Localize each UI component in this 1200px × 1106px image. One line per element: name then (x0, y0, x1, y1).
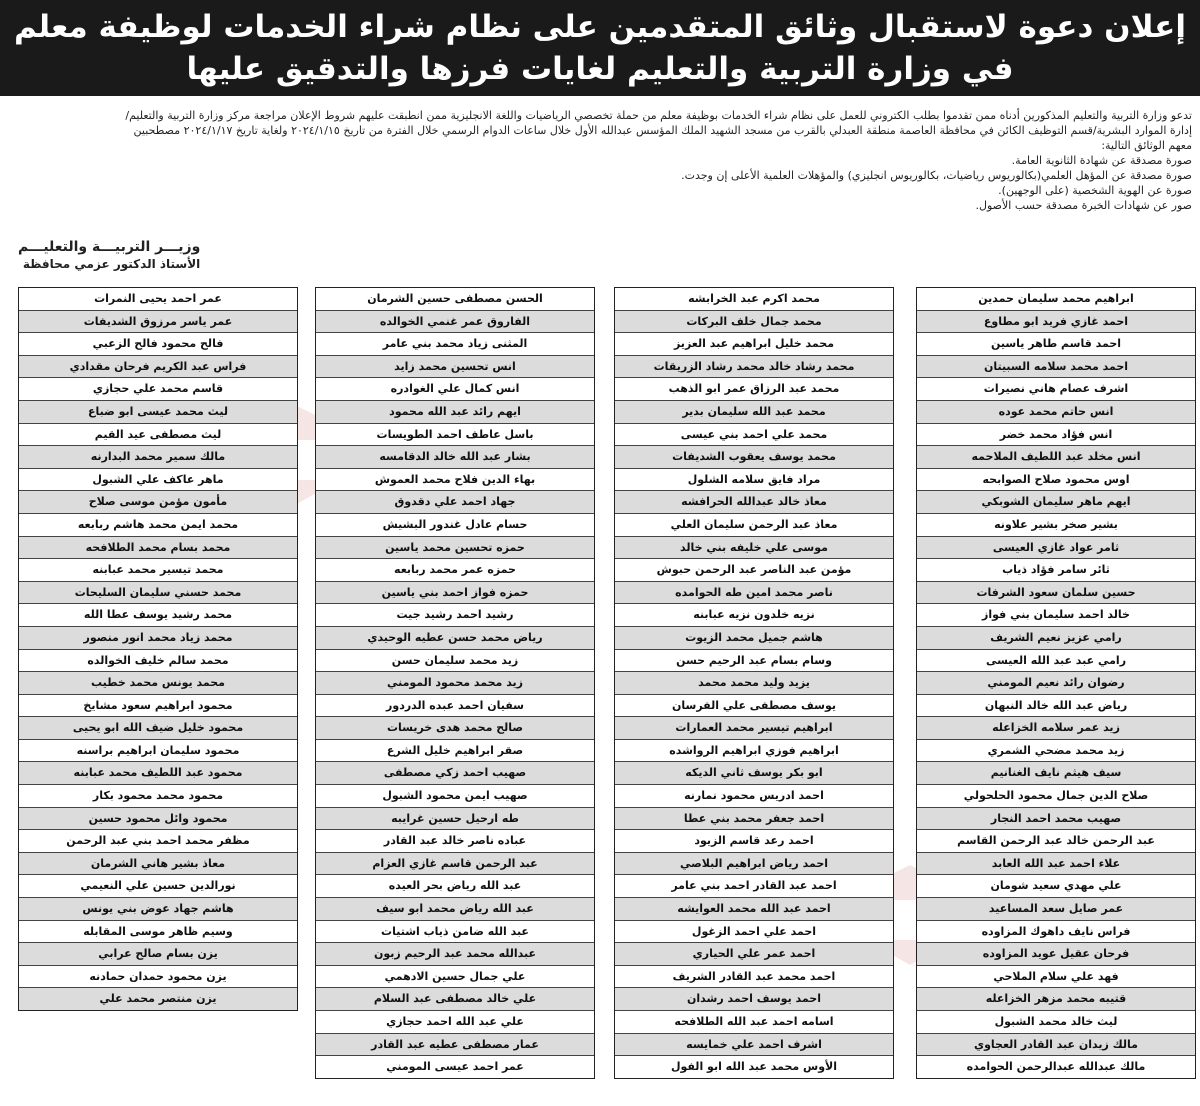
names-column-1 (916, 287, 1196, 1079)
applicant-name-row: مظفر محمد احمد بني عبد الرحمن (19, 830, 297, 853)
applicant-name-row: احمد جعفر محمد بني عطا (615, 808, 893, 831)
applicant-name-row: عمر احمد يحيى النمرات (19, 288, 297, 311)
applicant-name-row: مأمون مؤمن موسى صلاح (19, 491, 297, 514)
applicant-name-row: حمزه تحسين محمد ياسين (316, 537, 594, 560)
applicant-name-row: عبدالله محمد عبد الرحيم زبون (316, 943, 594, 966)
applicant-name-row: ثامر عواد غازي العيسى (917, 537, 1195, 560)
applicant-name-row: صالح محمد هدى خريسات (316, 717, 594, 740)
applicant-name-row: نزيه خلدون نزيه عبابنه (615, 604, 893, 627)
intro-line: تدعو وزارة التربية والتعليم المذكورين أدناه ممن تقدموا بطلب الكتروني للعمل على نظام شراء الخدمات بوظيفة معلم من حملة تخصصي الرياضيات واللغة الانجليزية ممن انطبقت عليهم شروط الإعلان مراجعة مركز وزارة التربية والتعليم/ (125, 109, 1192, 122)
applicant-name-row: زيد محمد مضحي الشمري (917, 740, 1195, 763)
applicant-name-row: ايهم رائد عبد الله محمود (316, 401, 594, 424)
applicant-name-row: زيد محمد سليمان حسن (316, 650, 594, 673)
applicant-name-row: الفاروق عمر غنمي الخوالده (316, 311, 594, 334)
applicant-name-row: احمد رياض ابراهيم البلاصي (615, 853, 893, 876)
applicant-name-row: فراس نايف داهوك المزاوده (917, 921, 1195, 944)
applicant-name-row: محمد خليل ابراهيم عبد العزيز (615, 333, 893, 356)
applicant-name-row: ابراهيم تيسير محمد العمارات (615, 717, 893, 740)
header-title-line-1: إعلان دعوة لاستقبال وثائق المتقدمين على نظام شراء الخدمات لوظيفة معلم (14, 9, 1186, 45)
applicant-name-row: عمر ياسر مرزوق الشديفات (19, 311, 297, 334)
applicant-name-row: محمد اكرم عبد الخرابشه (615, 288, 893, 311)
applicant-name-row: وسيم ظاهر موسى المقابله (19, 921, 297, 944)
applicant-name-row: سفيان احمد عبده الدردور (316, 695, 594, 718)
applicant-name-row: نورالدين حسين علي النعيمي (19, 875, 297, 898)
applicant-name-row: محمد ايمن محمد هاشم ربابعه (19, 514, 297, 537)
applicant-name-row: علي عبد الله احمد حجازي (316, 1011, 594, 1034)
applicant-name-row: زيد عمر سلامه الخزاعله (917, 717, 1195, 740)
applicant-name-row: علي جمال حسين الادهمي (316, 966, 594, 989)
applicant-name-row: رياض عبد الله خالد النبهان (917, 695, 1195, 718)
applicant-name-row: يوسف مصطفى علي الفرسان (615, 695, 893, 718)
applicant-name-row: حمزه عمر محمد ربابعه (316, 559, 594, 582)
applicant-name-row: ابراهيم محمد سليمان حمدين (917, 288, 1195, 311)
applicant-name-row: ابو بكر يوسف ثاني الديكه (615, 762, 893, 785)
names-column-4 (18, 287, 298, 1011)
applicant-name-row: احمد محمد سلامه السبيتان (917, 356, 1195, 379)
applicant-name-row: انس مخلد عبد اللطيف الملاحمه (917, 446, 1195, 469)
applicant-name-row: مالك زيدان عبد القادر العجاوي (917, 1034, 1195, 1057)
applicant-name-row: فهد علي سلام الملاحي (917, 966, 1195, 989)
applicant-name-row: احمد يوسف احمد رشدان (615, 988, 893, 1011)
applicant-name-row: اشرف احمد علي خمايسه (615, 1034, 893, 1057)
applicant-name-row: انس كمال علي الغوادره (316, 378, 594, 401)
applicant-name-row: موسى علي خليفه بني خالد (615, 537, 893, 560)
applicant-name-row: سيف هيثم نايف الغنانيم (917, 762, 1195, 785)
applicant-name-row: بهاء الدين فلاح محمد العموش (316, 469, 594, 492)
applicant-name-row: انس تحسين محمد زايد (316, 356, 594, 379)
applicant-name-row: عبد الله رياض بحر العيده (316, 875, 594, 898)
applicant-name-row: علي مهدي سعيد شومان (917, 875, 1195, 898)
applicant-name-row: رامي عزيز نعيم الشريف (917, 627, 1195, 650)
applicant-name-row: فراس عبد الكريم فرحان مقدادي (19, 356, 297, 379)
applicant-name-row: احمد علي احمد الزغول (615, 921, 893, 944)
applicant-name-row: قتيبه محمد مزهر الخزاعله (917, 988, 1195, 1011)
applicant-name-row: عمر صايل سعد المساعيد (917, 898, 1195, 921)
applicant-name-row: محمد بسام محمد الطلافحه (19, 537, 297, 560)
document-requirement: صور عن شهادات الخبرة مصدقة حسب الأصول. (975, 199, 1192, 212)
applicant-name-row: اشرف عصام هاني نصيرات (917, 378, 1195, 401)
applicant-name-row: صهيب ايمن محمود الشبول (316, 785, 594, 808)
applicant-name-row: محمود وائل محمود حسين (19, 808, 297, 831)
applicant-name-row: محمد جمال خلف البركات (615, 311, 893, 334)
applicant-name-row: محمد يونس محمد خطيب (19, 672, 297, 695)
applicant-name-row: عبد الرحمن قاسم غازي العزام (316, 853, 594, 876)
applicant-name-row: هاشم جهاد عوض بني يونس (19, 898, 297, 921)
applicant-name-row: رشيد احمد رشيد جيت (316, 604, 594, 627)
minister-signature (18, 238, 200, 273)
announcement-header (0, 0, 1200, 96)
applicant-name-row: بشير صخر بشير علاونه (917, 514, 1195, 537)
applicant-name-row: اسامه احمد عبد الله الطلافحه (615, 1011, 893, 1034)
applicant-name-row: احمد قاسم طاهر ياسين (917, 333, 1195, 356)
applicant-name-row: محمد عبد الرزاق عمر ابو الذهب (615, 378, 893, 401)
applicant-name-row: عبد الرحمن خالد عبد الرحمن القاسم (917, 830, 1195, 853)
applicant-name-row: هاشم جميل محمد الزيوت (615, 627, 893, 650)
applicant-name-row: ثائر سامر فؤاد ذياب (917, 559, 1195, 582)
names-column-3 (315, 287, 595, 1079)
applicant-name-row: وسام بسام عبد الرحيم حسن (615, 650, 893, 673)
names-table (0, 287, 1200, 1097)
applicant-name-row: حسين سلمان سعود الشرفات (917, 582, 1195, 605)
applicant-name-row: علاء احمد عبد الله العابد (917, 853, 1195, 876)
intro-text (8, 108, 1192, 213)
applicant-name-row: ليث محمد عيسى ابو ضباع (19, 401, 297, 424)
header-title-line-2: في وزارة التربية والتعليم لغايات فرزها والتدقيق عليها (186, 51, 1014, 87)
applicant-name-row: طه ارحيل حسين غرايبه (316, 808, 594, 831)
applicant-name-row: احمد غازي فريد ابو مطاوع (917, 311, 1195, 334)
applicant-name-row: معاذ عبد الرحمن سليمان العلي (615, 514, 893, 537)
applicant-name-row: عمر احمد عيسى المومني (316, 1056, 594, 1078)
applicant-name-row: الحسن مصطفى حسين الشرمان (316, 288, 594, 311)
applicant-name-row: يزن منتصر محمد علي (19, 988, 297, 1010)
names-column-2 (614, 287, 894, 1079)
applicant-name-row: احمد عبد القادر احمد بني عامر (615, 875, 893, 898)
minister-name: الأستاذ الدكتور عزمي محافظة (22, 257, 201, 271)
document-requirement: صورة مصدقة عن المؤهل العلمي(بكالوريوس رياضيات، بكالوريوس انجليزي) والمؤهلات العلمية الأعلى إن وجدت. (681, 169, 1192, 182)
applicant-name-row: حسام عادل غندور البشيش (316, 514, 594, 537)
applicant-name-row: صهيب محمد احمد النجار (917, 808, 1195, 831)
applicant-name-row: احمد عبد الله محمد العوايشه (615, 898, 893, 921)
applicant-name-row: رضوان رائد نعيم المومني (917, 672, 1195, 695)
applicant-name-row: معاذ خالد عبدالله الحرافشه (615, 491, 893, 514)
document-requirement: صورة مصدقة عن شهادة الثانوية العامة. (1011, 154, 1192, 167)
applicant-name-row: ماهر عاكف علي الشبول (19, 469, 297, 492)
applicant-name-row: محمود سليمان ابراهيم براسنه (19, 740, 297, 763)
applicant-name-row: محمد رشاد خالد محمد رشاد الزريقات (615, 356, 893, 379)
applicant-name-row: فرحان عقيل عويد المزاوده (917, 943, 1195, 966)
applicant-name-row: ليث مصطفى عيد القيم (19, 424, 297, 447)
applicant-name-row: باسل عاطف احمد الطويسات (316, 424, 594, 447)
applicant-name-row: مؤمن عبد الناصر عبد الرحمن حبوش (615, 559, 893, 582)
applicant-name-row: محمد سالم خليف الخوالده (19, 650, 297, 673)
applicant-name-row: محمود عبد اللطيف محمد عبابنه (19, 762, 297, 785)
applicant-name-row: صقر ابراهيم خليل الشرع (316, 740, 594, 763)
applicant-name-row: زيد محمد محمود المومني (316, 672, 594, 695)
applicant-name-row: محمد يوسف يعقوب الشديفات (615, 446, 893, 469)
applicant-name-row: قاسم محمد علي حجازي (19, 378, 297, 401)
applicant-name-row: يزن بسام صالح عرابي (19, 943, 297, 966)
applicant-name-row: محمد تيسير محمد عبابنه (19, 559, 297, 582)
applicant-name-row: مالك عبدالله عبدالرحمن الحوامده (917, 1056, 1195, 1078)
applicant-name-row: محمد زياد محمد انور منصور (19, 627, 297, 650)
applicant-name-row: احمد عمر علي الحياري (615, 943, 893, 966)
applicant-name-row: انس حاتم محمد عوده (917, 401, 1195, 424)
document-requirement: صورة عن الهوية الشخصية (على الوجهين). (998, 184, 1192, 197)
applicant-name-row: انس فؤاد محمد خضر (917, 424, 1195, 447)
applicant-name-row: احمد رعد قاسم الزيود (615, 830, 893, 853)
applicant-name-row: عبد الله ضامن ذياب اشتيات (316, 921, 594, 944)
applicant-name-row: ايهم ماهر سليمان الشوبكي (917, 491, 1195, 514)
applicant-name-row: محمود محمد محمود بكار (19, 785, 297, 808)
applicant-name-row: فالح محمود فالح الزعبي (19, 333, 297, 356)
applicant-name-row: الأوس محمد عبد الله ابو الفول (615, 1056, 893, 1078)
applicant-name-row: محمد حسني سليمان السليحات (19, 582, 297, 605)
applicant-name-row: ليث خالد محمد الشبول (917, 1011, 1195, 1034)
applicant-name-row: احمد محمد عبد القادر الشريف (615, 966, 893, 989)
applicant-name-row: محمود خليل ضيف الله ابو يحيى (19, 717, 297, 740)
applicant-name-row: حمزه فواز احمد بني ياسين (316, 582, 594, 605)
applicant-name-row: محمود ابراهيم سعود مشايخ (19, 695, 297, 718)
applicant-name-row: بشار عبد الله خالد الدقامسه (316, 446, 594, 469)
applicant-name-row: مراد فايق سلامه الشلول (615, 469, 893, 492)
applicant-name-row: علي خالد مصطفى عبد السلام (316, 988, 594, 1011)
applicant-name-row: محمد رشيد يوسف عطا الله (19, 604, 297, 627)
applicant-name-row: مالك سمير محمد البدارنه (19, 446, 297, 469)
applicant-name-row: رامي عبد عبد الله العيسى (917, 650, 1195, 673)
minister-title: وزيـــر التربيـــة والتعليـــم (18, 239, 201, 255)
applicant-name-row: عباده ناصر خالد عبد القادر (316, 830, 594, 853)
intro-line: معهم الوثائق التالية: (1101, 139, 1192, 152)
applicant-name-row: يزيد وليد محمد محمد (615, 672, 893, 695)
applicant-name-row: عمار مصطفى عطيه عبد القادر (316, 1034, 594, 1057)
applicant-name-row: جهاد احمد علي دقدوق (316, 491, 594, 514)
intro-line: إدارة الموارد البشرية/قسم التوظيف الكائن في محافظة العاصمة منطقة العبدلي بالقرب من مسجد الشهيد الملك المؤسس عبدالله الأول خلال ساعات الدوام الرسمي خلال الفترة من تاريخ ٢٠٢٤/١/١٥ ولغاية تاريخ ٢٠٢٤/١/١٧ مصطحبين (133, 124, 1192, 137)
applicant-name-row: ابراهيم فوزي ابراهيم الرواشده (615, 740, 893, 763)
applicant-name-row: احمد ادريس محمود نمارنه (615, 785, 893, 808)
applicant-name-row: محمد علي احمد بني عيسى (615, 424, 893, 447)
applicant-name-row: رياض محمد حسن عطيه الوحيدي (316, 627, 594, 650)
applicant-name-row: ناصر محمد امين طه الحوامده (615, 582, 893, 605)
applicant-name-row: صهيب احمد زكي مصطفى (316, 762, 594, 785)
applicant-name-row: صلاح الدين جمال محمود الحلحولي (917, 785, 1195, 808)
applicant-name-row: يزن محمود حمدان حمادنه (19, 966, 297, 989)
applicant-name-row: عبد الله رياض محمد ابو سيف (316, 898, 594, 921)
applicant-name-row: محمد عبد الله سليمان بدير (615, 401, 893, 424)
applicant-name-row: المثنى زياد محمد بني عامر (316, 333, 594, 356)
applicant-name-row: خالد احمد سليمان بني فواز (917, 604, 1195, 627)
applicant-name-row: معاذ بشير هاني الشرمان (19, 853, 297, 876)
applicant-name-row: اوس محمود صلاح الصوابحه (917, 469, 1195, 492)
